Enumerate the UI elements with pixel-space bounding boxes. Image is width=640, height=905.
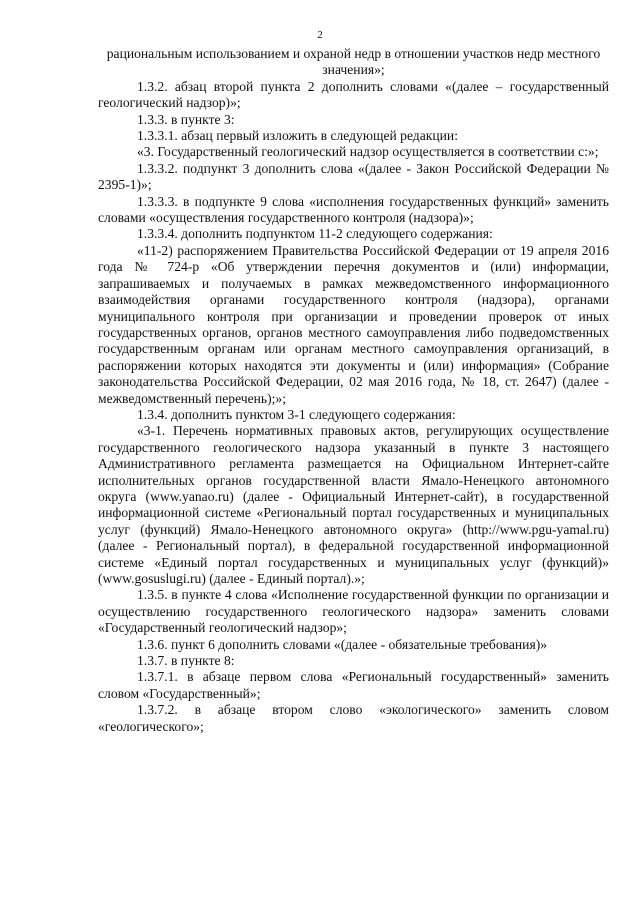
- paragraph: 1.3.7. в пункте 8:: [137, 653, 235, 669]
- paragraph: «3-1. Перечень нормативных правовых актов, регулирующих осуществление государственного геологического надзора указанный в пункте 3 настоящего Административного регламента размещается на Официальном Интернет-сайте исполнительных органов государственной власти Ямало-Ненецкого автономного округа (www.yanao.ru) (далее - Официальный Интернет-сайт), в государственной информационной системе «Региональный портал государственных и муниципальных услуг (функций) Ямало-Ненецкого автономного округа» (http://www.pgu-yamal.ru) (далее - Региональный портал), в федеральной государственной информационной системе «Единый портал государственных и муниципальных услуг (функций)» (www.gosuslugi.ru) (далее - Единый портал).»;: [98, 423, 609, 586]
- paragraph: «11-2) распоряжением Правительства Российской Федерации от 19 апреля 2016 года № 724-р «Об утверждении перечня документов и (или) информации, запрашиваемых и получаемых в рамках межведомственного информационного взаимодействия органами государственного контроля (надзора), органами муниципального контроля при организации и проведении проверок от иных государственных органов, органов местного самоуправления либо подведомственных государственным органам или органам местного самоуправления организаций, в распоряжении которых находятся эти документы и (или) информация» (Собрание законодательства Российской Федерации, 02 мая 2016 года, № 18, ст. 2647) (далее - межведомственный перечень);»;: [98, 242, 609, 406]
- paragraph: 1.3.5. в пункте 4 слова «Исполнение государственной функции по организации и осуществлению государственного геологического надзора» заменить словами «Государственный геологический надзор»;: [98, 587, 609, 636]
- paragraph: 1.3.3.1. абзац первый изложить в следующей редакции:: [137, 128, 458, 144]
- paragraph: рациональным использованием и охраной недр в отношении участков недр местного значения»;: [106, 46, 601, 78]
- page-number: 2: [317, 29, 323, 41]
- paragraph: 1.3.2. абзац второй пункта 2 дополнить словами «(далее – государственный геологический надзор)»;: [98, 78, 609, 111]
- paragraph: 1.3.6. пункт 6 дополнить словами «(далее - обязательные требования)»: [137, 636, 548, 652]
- paragraph: 1.3.3.4. дополнить подпунктом 11-2 следующего содержания:: [137, 226, 493, 242]
- document-body: [98, 46, 609, 735]
- paragraph: 1.3.7.2. в абзаце втором слово «экологического» заменить словом «геологического»;: [98, 702, 609, 734]
- paragraph: 1.3.3. в пункте 3:: [137, 111, 235, 127]
- paragraph: 1.3.4. дополнить пунктом 3-1 следующего содержания:: [137, 406, 456, 422]
- paragraph: 1.3.3.2. подпункт 3 дополнить слова «(далее - Закон Российской Федерации № 2395-1)»;: [98, 160, 609, 193]
- paragraph: 1.3.7.1. в абзаце первом слова «Региональный государственный» заменить словом «Государственный»;: [98, 669, 609, 701]
- paragraph: «3. Государственный геологический надзор осуществляется в соответствии с:»;: [137, 144, 599, 160]
- paragraph: 1.3.3.3. в подпункте 9 слова «исполнения государственных функций» заменить словами «осуществления государственного контроля (надзора)»;: [98, 193, 609, 226]
